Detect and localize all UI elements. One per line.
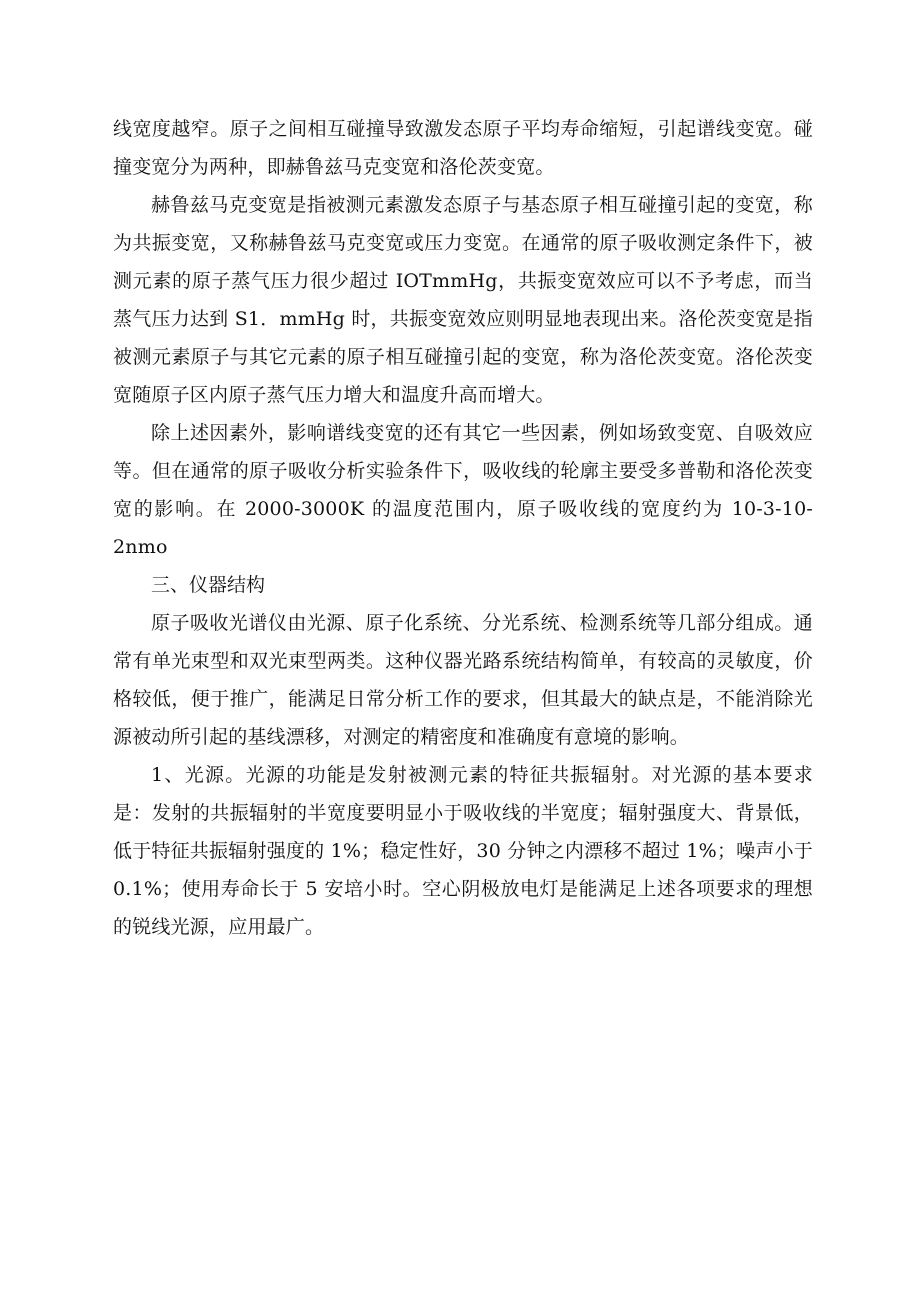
- paragraph-2: 赫鲁兹马克变宽是指被测元素激发态原子与基态原子相互碰撞引起的变宽，称为共振变宽，又称赫鲁兹马克变宽或压力变宽。在通常的原子吸收测定条件下，被测元素的原子蒸气压力很少超过 IOTmmHg，共振变宽效应可以不予考虑，而当蒸气压力达到 S1．mmHg 时，共振变宽效应则明显地表现出来。洛伦茨变宽是指被测元素原子与其它元素的原子相互碰撞引起的变宽，称为洛伦茨变宽。洛伦茨变宽随原子区内原子蒸气压力增大和温度升高而增大。: [113, 194, 813, 406]
- paragraph-3: 除上述因素外，影响谱线变宽的还有其它一些因素，例如场致变宽、自吸效应等。但在通常的原子吸收分析实验条件下，吸收线的轮廓主要受多普勒和洛伦茨变宽的影响。在 2000-3000K 的温度范围内，原子吸收线的宽度约为 10-3-10-2nmo: [113, 422, 813, 558]
- paragraph-5: 1、光源。光源的功能是发射被测元素的特征共振辐射。对光源的基本要求是：发射的共振辐射的半宽度要明显小于吸收线的半宽度；辐射强度大、背景低，低于特征共振辐射强度的 1%；稳定性好，30 分钟之内漂移不超过 1%；噪声小于 0.1%；使用寿命长于 5 安培小时。空心阴极放电灯是能满足上述各项要求的理想的锐线光源，应用最广。: [113, 764, 813, 938]
- paragraph-1: 线宽度越窄。原子之间相互碰撞导致激发态原子平均寿命缩短，引起谱线变宽。碰撞变宽分为两种，即赫鲁兹马克变宽和洛伦茨变宽。: [113, 118, 813, 178]
- section-heading: 三、仪器结构: [151, 574, 266, 596]
- paragraph-4: 原子吸收光谱仪由光源、原子化系统、分光系统、检测系统等几部分组成。通常有单光束型和双光束型两类。这种仪器光路系统结构简单，有较高的灵敏度，价格较低，便于推广，能满足日常分析工作的要求，但其最大的缺点是，不能消除光源被动所引起的基线漂移，对测定的精密度和准确度有意境的影响。: [113, 612, 813, 748]
- document-page: [113, 110, 813, 946]
